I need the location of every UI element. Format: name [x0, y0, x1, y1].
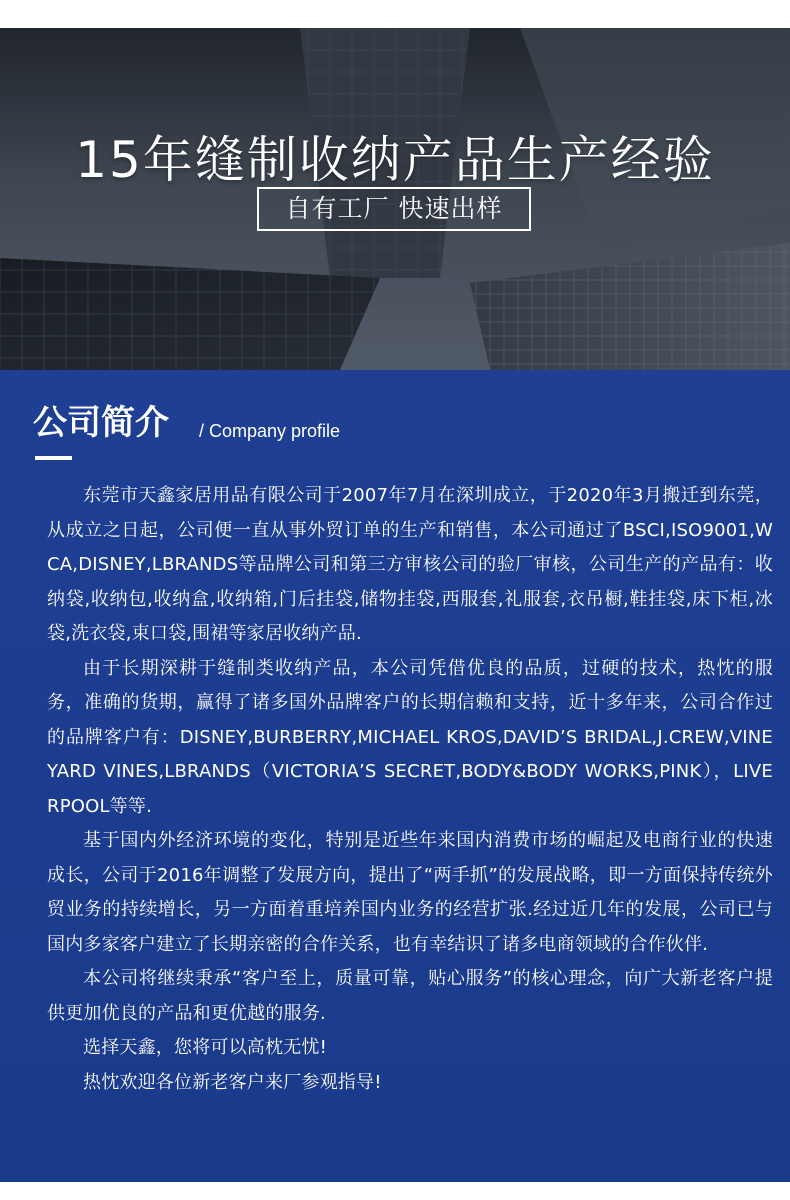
heading-underline [35, 456, 72, 460]
hero-title: 15年缝制收纳产品生产经验 [75, 131, 715, 189]
profile-body [47, 479, 773, 1100]
profile-paragraph: 基于国内外经济环境的变化，特别是近些年来国内消费市场的崛起及电商行业的快速成长，公司于2016年调整了发展方向，提出了“两手抓”的发展战略，即一方面保持传统外贸业务的持续增长，另一方面着重培养国内业务的经营扩张.经过近几年的发展，公司已与国内多家客户建立了长期亲密的合作关系，也有幸结识了诸多电商领域的合作伙伴. [47, 830, 773, 955]
hero-subtitle-box: 自有工厂 快速出样 [257, 187, 531, 231]
profile-paragraph: 本公司将继续秉承“客户至上，质量可靠，贴心服务”的核心理念，向广大新老客户提供更加优良的产品和更优越的服务. [47, 968, 773, 1024]
profile-paragraph: 热忱欢迎各位新老客户来厂参观指导! [83, 1071, 382, 1093]
profile-paragraph: 选择天鑫，您将可以高枕无忧! [83, 1037, 328, 1058]
section-heading: 公司简介 [33, 403, 169, 443]
profile-paragraph: 由于长期深耕于缝制类收纳产品，本公司凭借优良的品质，过硬的技术，热忱的服务，准确的货期，赢得了诸多国外品牌客户的长期信赖和支持，近十多年来，公司合作过的品牌客户有：DISNEY,BURBERRY,MICHAEL KROS,DAVID’S BRIDAL,J.CREW,VINEYARD VINES,LBRANDS（VICTORIA’S SECRET,BODY&BODY WORKS,PINK），LIVERPOOL等等. [47, 657, 773, 817]
hero-banner [0, 28, 790, 370]
bottom-strip [0, 1182, 790, 1200]
section-heading-english: / Company profile [199, 421, 341, 441]
profile-paragraph: 东莞市天鑫家居用品有限公司于2007年7月在深圳成立，于2020年3月搬迁到东莞，从成立之日起，公司便一直从事外贸订单的生产和销售，本公司通过了BSCI,ISO9001,WCA,DISNEY,LBRANDS等品牌公司和第三方审核公司的验厂审核，公司生产的产品有：收纳袋,收纳包,收纳盒,收纳箱,门后挂袋,储物挂袋,西服套,礼服套,衣吊橱,鞋挂袋,床下柜,冰袋,洗衣袋,束口袋,围裙等家居收纳产品. [47, 485, 773, 644]
company-profile-section [0, 370, 790, 1182]
